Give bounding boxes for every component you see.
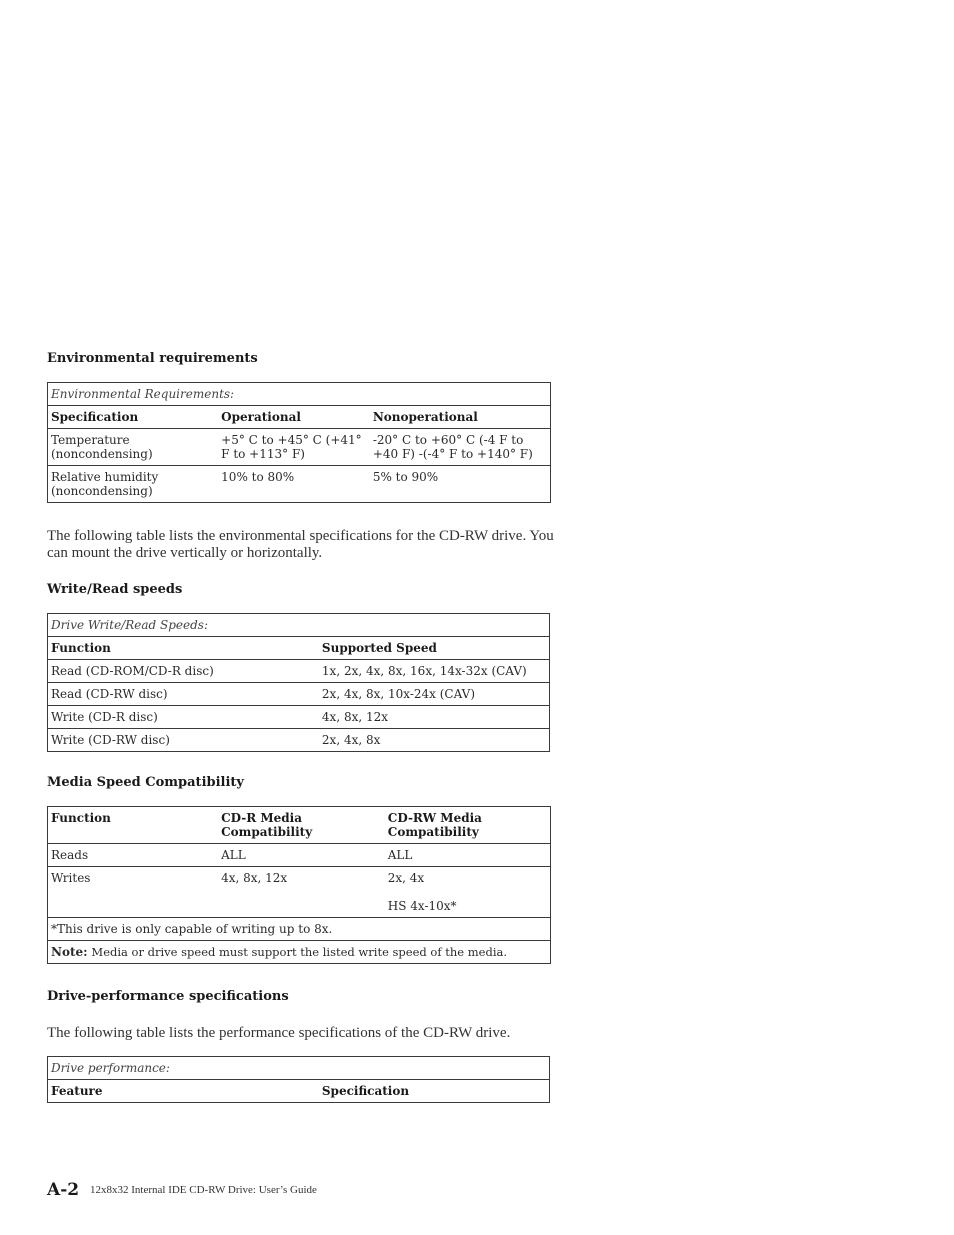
table-caption: Drive performance: [51,1061,170,1075]
table-cell: 4x, 8x, 12x [319,706,550,729]
table-note [48,941,551,964]
column-header: CD-RW Media Compatibility [387,811,482,839]
environmental-table [47,382,551,503]
table-cell: Write (CD-RW disc) [48,729,319,752]
table-cell: ALL [385,844,551,867]
table-cell: Relative humidity (noncondensing) [48,466,219,503]
column-header: Nonoperational [370,406,551,429]
section-heading-media: Media Speed Compatibility [47,775,244,790]
environmental-paragraph: The following table lists the environmental specifications for the CD-RW drive. You can mount the drive vertically or horizontally. [47,528,554,561]
table-footnote-row [48,918,551,941]
table-caption-row [48,383,551,406]
table-cell [385,867,551,918]
table-cell: +5° C to +45° C (+41° F to +113° F) [218,429,370,466]
performance-paragraph: The following table lists the performance specifications of the CD-RW drive. [47,1025,511,1041]
column-header: CD-R Media Compatibility [221,811,313,839]
table-cell: 4x, 8x, 12x [218,867,385,918]
table-cell: ALL [218,844,385,867]
table-row [48,429,551,466]
note-text: Media or drive speed must support the listed write speed of the media. [91,945,508,959]
writes-cdrw-speeds: 2x, 4x [387,871,425,885]
note-label: Note: [51,945,88,959]
column-header: Function [48,637,319,660]
table-cell: Temperature (noncondensing) [48,429,219,466]
footer-title: 12x8x32 Internal IDE CD-RW Drive: User’s Guide [90,1184,317,1196]
table-cell: Writes [48,867,219,918]
table-cell: Read (CD-ROM/CD-R disc) [48,660,319,683]
performance-table [47,1056,550,1103]
table-row [48,466,551,503]
column-header: Specification [48,406,219,429]
page-number: A-2 [47,1180,80,1200]
table-caption: Drive Write/Read Speeds: [51,618,209,632]
section-heading-performance: Drive-performance specifications [47,989,289,1004]
media-compatibility-table [47,806,551,964]
table-row [48,706,550,729]
table-cell: 5% to 90% [370,466,551,503]
table-cell: 10% to 80% [218,466,370,503]
table-cell: -20° C to +60° C (-4 F to +40 F) -(-4° F to +140° F) [370,429,551,466]
writes-cdrw-hs-speeds: HS 4x-10x* [387,899,457,913]
column-header: Operational [218,406,370,429]
table-cell: Write (CD-R disc) [48,706,319,729]
table-note-row [48,941,551,964]
table-cell: Reads [48,844,219,867]
column-header: Specification [319,1080,550,1103]
table-cell: 1x, 2x, 4x, 8x, 16x, 14x-32x (CAV) [319,660,550,683]
table-row [48,660,550,683]
table-caption-row [48,614,550,637]
table-header-row [48,406,551,429]
table-cell: 2x, 4x, 8x, 10x-24x (CAV) [319,683,550,706]
table-row [48,844,551,867]
table-header-row [48,807,551,844]
column-header: Feature [48,1080,319,1103]
section-heading-environmental: Environmental requirements [47,351,258,366]
table-cell: Read (CD-RW disc) [48,683,319,706]
column-header: Supported Speed [319,637,550,660]
table-header-row [48,1080,550,1103]
table-row [48,683,550,706]
table-cell: 2x, 4x, 8x [319,729,550,752]
table-row [48,867,551,918]
column-header: Function [51,811,111,825]
table-caption-row [48,1057,550,1080]
section-heading-speeds: Write/Read speeds [47,582,183,597]
table-caption: Environmental Requirements: [51,387,235,401]
table-header-row [48,637,550,660]
speeds-table [47,613,550,752]
table-footnote: *This drive is only capable of writing up to 8x. [48,918,551,941]
table-row [48,729,550,752]
